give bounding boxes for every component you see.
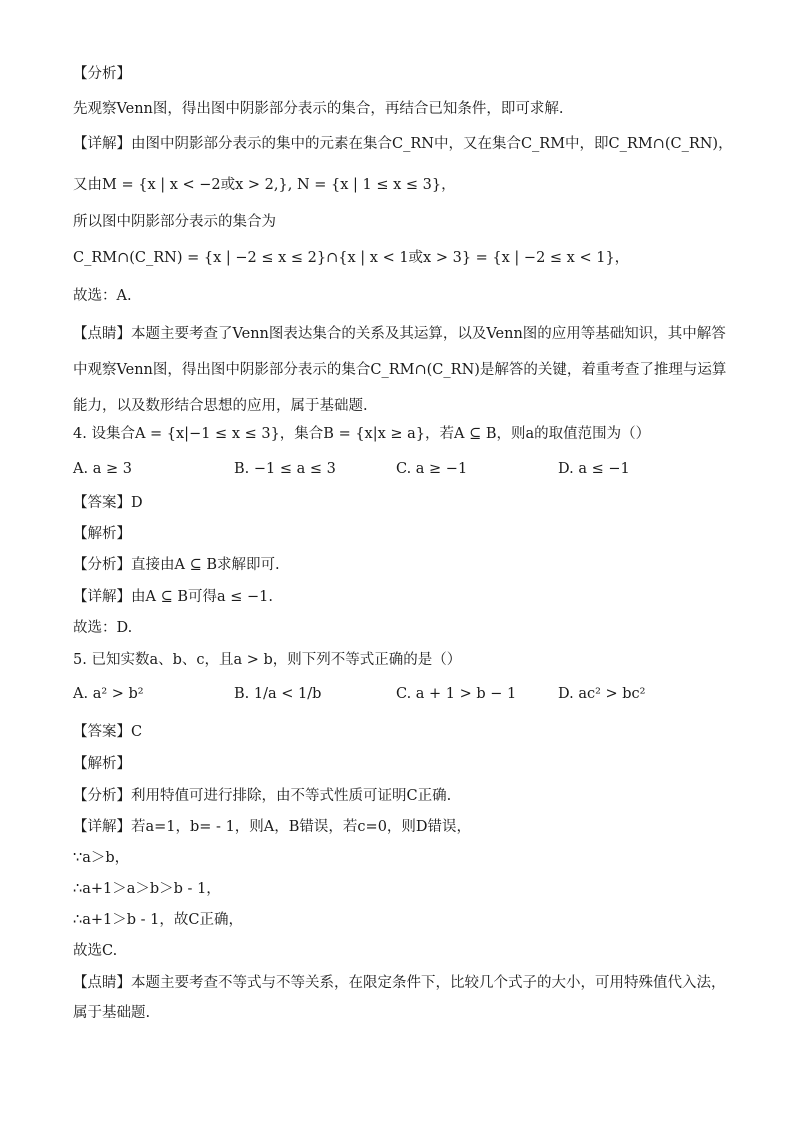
q4-choose: 故选：D. — [73, 620, 133, 636]
q5-option-b: B. 1/a < 1/b — [234, 686, 322, 702]
q5-option-c: C. a + 1 > b − 1 — [396, 686, 517, 702]
q3-detail-line2: 又由M = {x | x < −2或x > 2,}, N = {x | 1 ≤ x ≤ 3}， — [73, 177, 456, 193]
q4-stem: 4. 设集合A = {x|−1 ≤ x ≤ 3}，集合B = {x|x ≥ a}，若A ⊆ B，则a的取值范围为（） — [73, 426, 651, 442]
q5-step2: ∴a+1＞a＞b＞b - 1， — [73, 881, 221, 897]
q4-option-a: A. a ≥ 3 — [73, 461, 132, 477]
q4-answer: 【答案】D — [73, 495, 143, 511]
q5-analysis: 【分析】利用特值可进行排除，由不等式性质可证明C正确. — [73, 788, 452, 804]
q5-jiexi: 【解析】 — [73, 756, 131, 772]
q5-options — [73, 686, 753, 708]
q4-analysis: 【分析】直接由A ⊆ B求解即可. — [73, 557, 280, 573]
q3-comment: 【点睛】本题主要考查了Venn图表达集合的关系及其运算，以及Venn图的应用等基础知识，其中解答中观察Venn图，得出图中阴影部分表示的集合C_RM∩(C_RN)是解答的关键，着重考查了推理与运算能力，以及数形结合思想的应用，属于基础题. — [73, 326, 727, 414]
q5-answer: 【答案】C — [73, 724, 143, 740]
q5-comment: 【点睛】本题主要考查不等式与不等关系，在限定条件下，比较几个式子的大小，可用特殊值代入法，属于基础题. — [73, 975, 726, 1021]
q5-stem: 5. 已知实数a、b、c，且a > b，则下列不等式正确的是（） — [73, 652, 462, 668]
q4-detail: 【详解】由A ⊆ B可得a ≤ −1. — [73, 589, 273, 605]
q4-option-c: C. a ≥ −1 — [396, 461, 468, 477]
q5-option-a: A. a² > b² — [73, 686, 144, 702]
q3-detail-text: 【详解】由图中阴影部分表示的集中的元素在集合C_RN中，又在集合C_RM中，即C_RM∩(C_RN)， — [73, 136, 733, 152]
q5-choose: 故选C. — [73, 943, 118, 959]
q3-analysis-text: 先观察Venn图，得出图中阴影部分表示的集合，再结合已知条件，即可求解. — [73, 101, 564, 117]
q4-option-b: B. −1 ≤ a ≤ 3 — [234, 461, 336, 477]
q3-analysis-tag: 【分析】 — [73, 66, 131, 82]
q5-step1: ∵a＞b， — [73, 850, 130, 866]
q3-choose: 故选：A. — [73, 288, 132, 304]
q4-option-d: D. a ≤ −1 — [558, 461, 630, 477]
q4-options — [73, 461, 753, 483]
q4-jiexi: 【解析】 — [73, 526, 131, 542]
q5-option-d: D. ac² > bc² — [558, 686, 646, 702]
q3-detail-line3: 所以图中阴影部分表示的集合为 — [73, 214, 276, 230]
q3-detail-line4: C_RM∩(C_RN) = {x | −2 ≤ x ≤ 2}∩{x | x < 1或x > 3} = {x | −2 ≤ x < 1}， — [73, 250, 630, 266]
q5-step3: ∴a+1＞b - 1，故C正确， — [73, 912, 243, 928]
q5-detail: 【详解】若a=1，b= - 1，则A，B错误，若c=0，则D错误， — [73, 819, 472, 835]
